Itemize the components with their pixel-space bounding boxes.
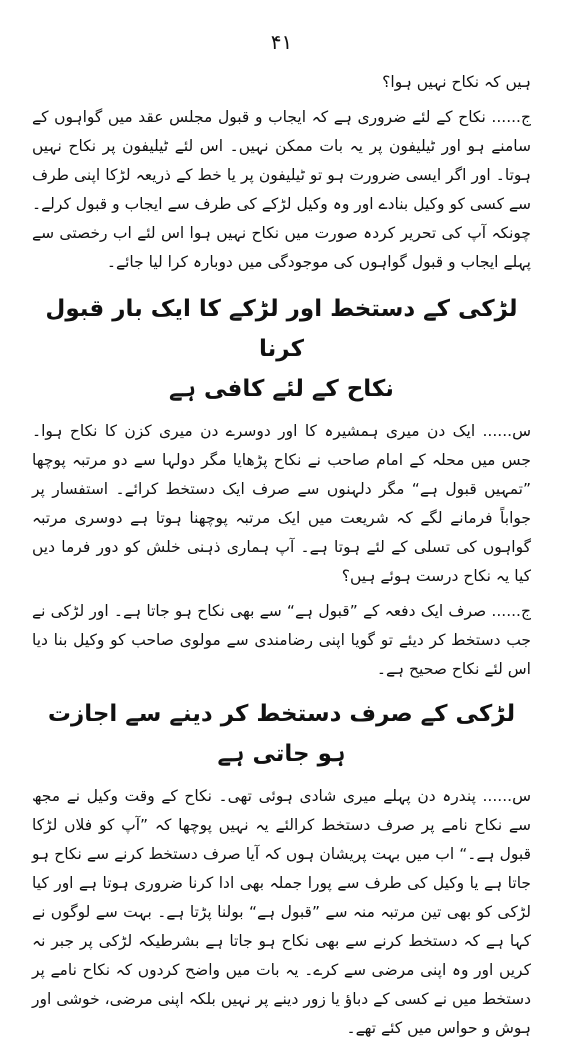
section-heading-1-line-1: لڑکی کے دستخط اور لڑکے کا ایک بار قبول کرنا: [45, 296, 518, 362]
section-heading-1-line-2: نکاح کے لئے کافی ہے: [169, 376, 394, 402]
section-heading-1: [32, 289, 531, 409]
page-number: ۴۱: [270, 30, 293, 54]
answer-paragraph-2: ج...... صرف ایک دفعہ کے ”قبول ہے“ سے بھی نکاح ہو جاتا ہے۔ اور لڑکی نے جب دستخط کر دیئے تو گویا اپنی رضامندی سے مولوی صاحب کو وکیل بنا دیا اس لئے نکاح صحیح ہے۔: [32, 602, 531, 678]
section-heading-2: لڑکی کے صرف دستخط کر دینے سے اجازت ہو جاتی ہے: [47, 701, 516, 767]
question-paragraph-1: س...... ایک دن میری ہمشیرہ کا اور دوسرے دن میری کزن کا نکاح ہوا۔ جس میں محلہ کے امام صاحب نے نکاح پڑھایا مگر دولہا سے دو مرتبہ پوچھا ”تمہیں قبول ہے“ مگر دلہنوں سے صرف ایک دستخط کرائے۔ استفسار پر جواباً فرمانے لگے کہ شریعت میں ایک مرتبہ پوچھنا ہوتا ہے دوسری مرتبہ گواہوں کی تسلی کے لئے ہوتا ہے۔ آپ ہماری ذہنی خلش کو دور فرما دیں کیا یہ نکاح درست ہوئے ہیں؟: [32, 422, 531, 585]
answer-paragraph-1: ج...... نکاح کے لئے ضروری ہے کہ ایجاب و قبول مجلس عقد میں گواہوں کے سامنے ہو اور ٹیلیفون پر یہ بات ممکن نہیں۔ اس لئے ٹیلیفون پر نکاح نہیں ہوتا۔ اور اگر ایسی ضرورت ہو تو ٹیلیفون پر یا خط کے ذریعہ لڑکا اپنی طرف سے کسی کو وکیل بنادے اور وہ وکیل لڑکے کی طرف سے ایجاب و قبول کرلے۔ چونکہ آپ کی تحریر کردہ صورت میں نکاح نہیں ہوا اس لئے اب رخصتی سے پہلے ایجاب و قبول گواہوں کی موجودگی میں دوبارہ کرا لیا جائے۔: [32, 108, 531, 271]
question-paragraph-2: س...... پندرہ دن پہلے میری شادی ہوئی تھی۔ نکاح کے وقت وکیل نے مجھ سے نکاح نامے پر صرف دستخط کرالئے یہ نہیں پوچھا کہ ”آپ کو فلاں لڑکا قبول ہے۔“ اب میں بہت پریشان ہوں کہ آیا صرف دستخط کرنے سے نکاح ہو جاتا ہے یا وکیل کی طرف سے پورا جملہ بھی ادا کرنا ضروری ہوتا ہے اور کیا لڑکی کو بھی تین مرتبہ منہ سے ”قبول ہے“ بولنا پڑتا ہے۔ بہت سے لوگوں نے کہا ہے کہ دستخط کرنے سے بھی نکاح ہو جاتا ہے بشرطیکہ لڑکی پر جبر نہ کریں اور وہ اپنی مرضی سے کرے۔ یہ بات میں واضح کردوں کہ نکاح نامے پر دستخط میں نے کسی کے دباؤ یا زور دینے پر نہیں بلکہ اپنی مرضی، خوشی اور ہوش و حواس میں کئے تھے۔: [32, 787, 531, 1037]
paragraph-continuation: ہیں کہ نکاح نہیں ہوا؟: [382, 73, 531, 91]
